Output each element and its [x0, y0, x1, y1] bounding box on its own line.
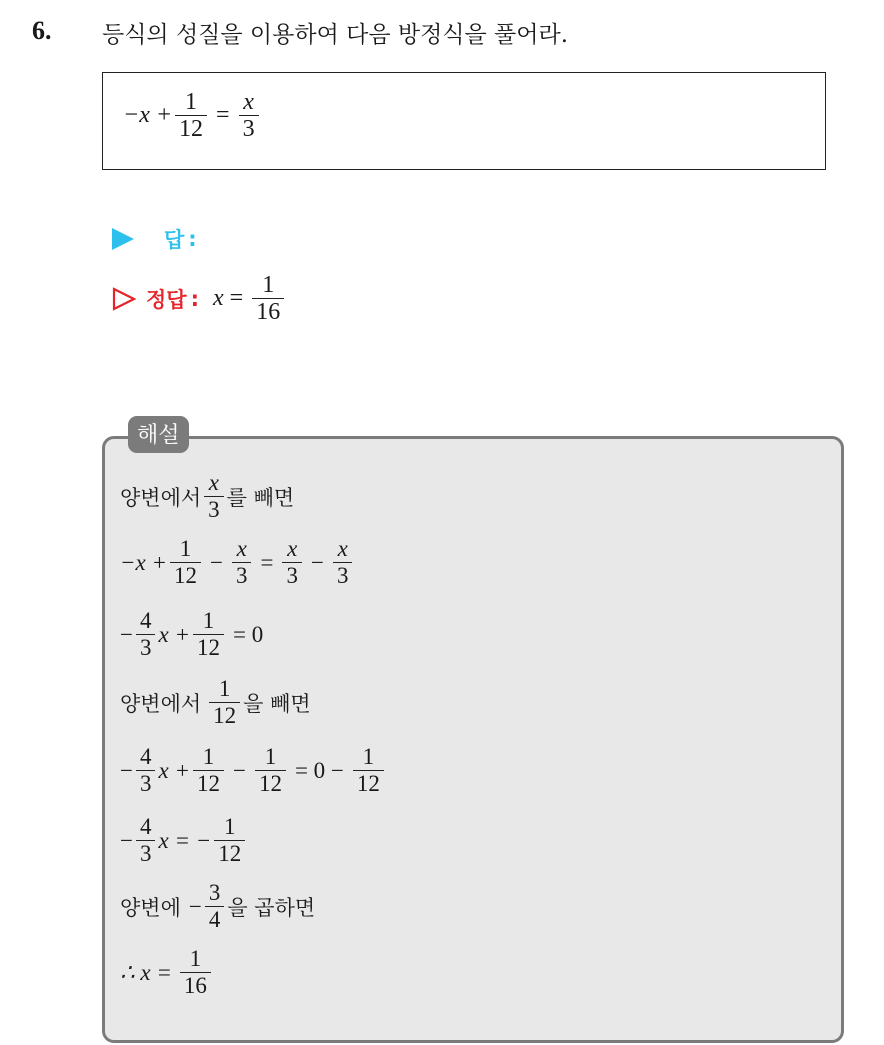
frac-numerator: 1	[189, 946, 202, 971]
frac-numerator: 1	[223, 814, 236, 839]
solution-line-6	[120, 814, 248, 867]
frac-denominator: 12	[193, 770, 224, 797]
frac-numerator: 3	[208, 880, 221, 905]
solution-term: ∴ x =	[120, 959, 172, 985]
frac-denominator: 3	[136, 770, 156, 797]
solution-fraction	[193, 608, 224, 661]
solution-fraction	[282, 536, 302, 589]
solution-term: = 0	[232, 621, 264, 647]
frac-denominator: 16	[180, 972, 211, 999]
solution-fraction	[214, 814, 245, 867]
outline-triangle-icon	[112, 287, 136, 311]
minus-sign: −	[120, 827, 133, 853]
frac-denominator: 12	[214, 840, 245, 867]
solution-fraction	[333, 536, 353, 589]
solution-line-3	[120, 608, 269, 661]
equals-sign: =	[229, 285, 244, 311]
frac-numerator: 1	[218, 676, 231, 701]
correct-answer-label: 정답	[146, 287, 187, 312]
solution-fraction	[136, 814, 156, 867]
frac-denominator: 3	[204, 496, 224, 523]
minus-sign: −	[232, 757, 246, 783]
solution-fraction	[353, 744, 384, 797]
minus-sign: −	[120, 757, 133, 783]
solution-text: 을 곱하면	[227, 895, 316, 920]
solution-term: x +	[158, 621, 190, 647]
answer-colon: :	[188, 227, 197, 251]
frac-denominator: 12	[193, 634, 224, 661]
answer-row	[112, 224, 197, 254]
solution-term: = 0 −	[294, 757, 344, 783]
frac-denominator: 12	[175, 115, 207, 142]
solution-fraction	[232, 536, 252, 589]
solution-line-4	[120, 676, 311, 729]
frac-numerator: 1	[179, 536, 192, 561]
equation-lhs-prefix: −x +	[123, 102, 173, 128]
solution-fraction	[193, 744, 224, 797]
answer-fraction	[252, 272, 284, 325]
equation-frac-rhs	[239, 89, 259, 142]
frac-denominator: 3	[239, 115, 259, 142]
frac-numerator: 1	[262, 272, 275, 298]
equation	[123, 89, 262, 142]
solution-line-5	[120, 744, 387, 797]
frac-numerator: 1	[202, 744, 215, 769]
minus-sign: −	[310, 549, 324, 575]
frac-denominator: 12	[209, 702, 240, 729]
solution-line-2	[120, 536, 355, 589]
frac-denominator: 12	[255, 770, 286, 797]
question-text: 등식의 성질을 이용하여 다음 방정식을 풀어라.	[102, 22, 569, 48]
frac-numerator: 4	[139, 814, 152, 839]
solution-fraction	[255, 744, 286, 797]
answer-variable: x	[212, 285, 224, 311]
solution-text: 를 빼면	[226, 485, 295, 510]
solution-term: x +	[158, 757, 190, 783]
minus-sign: −	[210, 549, 223, 575]
play-triangle-icon	[112, 228, 134, 250]
answer-label: 답	[164, 228, 185, 252]
equals-sign: =	[216, 102, 230, 128]
frac-denominator: 3	[136, 840, 156, 867]
solution-text: 양변에	[120, 895, 181, 920]
frac-numerator: 1	[264, 744, 277, 769]
solution-fraction	[136, 608, 156, 661]
frac-numerator: x	[236, 536, 247, 561]
frac-denominator: 16	[252, 298, 284, 325]
frac-numerator: 4	[139, 608, 152, 633]
frac-denominator: 3	[232, 562, 252, 589]
frac-numerator: 4	[139, 744, 152, 769]
solution-term: x = −	[158, 827, 212, 853]
minus-sign: −	[188, 893, 202, 919]
solution-line-7	[120, 880, 315, 933]
equation-box	[102, 72, 826, 170]
solution-fraction	[205, 880, 225, 933]
solution-tag: 해설	[128, 416, 189, 453]
solution-fraction	[170, 536, 201, 589]
solution-text: 양변에서	[120, 691, 202, 716]
solution-fraction	[180, 946, 211, 999]
frac-denominator: 3	[136, 634, 156, 661]
frac-numerator: x	[208, 470, 220, 495]
frac-numerator: x	[287, 536, 298, 561]
solution-term: −x +	[120, 549, 167, 575]
correct-answer-value	[213, 272, 287, 325]
frac-denominator: 3	[333, 562, 353, 589]
frac-denominator: 12	[353, 770, 384, 797]
question-number: 6.	[32, 16, 52, 45]
solution-line-8	[120, 946, 214, 999]
frac-numerator: 1	[185, 89, 198, 115]
solution-fraction	[209, 676, 240, 729]
solution-text: 양변에서	[120, 485, 202, 510]
frac-denominator: 12	[170, 562, 201, 589]
solution-fraction	[136, 744, 156, 797]
frac-denominator: 4	[205, 906, 225, 933]
solution-text: 을 빼면	[243, 691, 311, 716]
solution-fraction	[204, 470, 224, 523]
correct-answer-colon: :	[190, 286, 199, 311]
equals-sign: =	[260, 549, 274, 575]
correct-answer-row	[112, 272, 287, 325]
minus-sign: −	[120, 621, 133, 647]
frac-numerator: 1	[362, 744, 375, 769]
frac-numerator: x	[337, 536, 348, 561]
equation-frac-lhs	[175, 89, 207, 142]
solution-line-1	[120, 470, 294, 523]
frac-denominator: 3	[282, 562, 302, 589]
frac-numerator: 1	[202, 608, 215, 633]
frac-numerator: x	[243, 89, 254, 115]
